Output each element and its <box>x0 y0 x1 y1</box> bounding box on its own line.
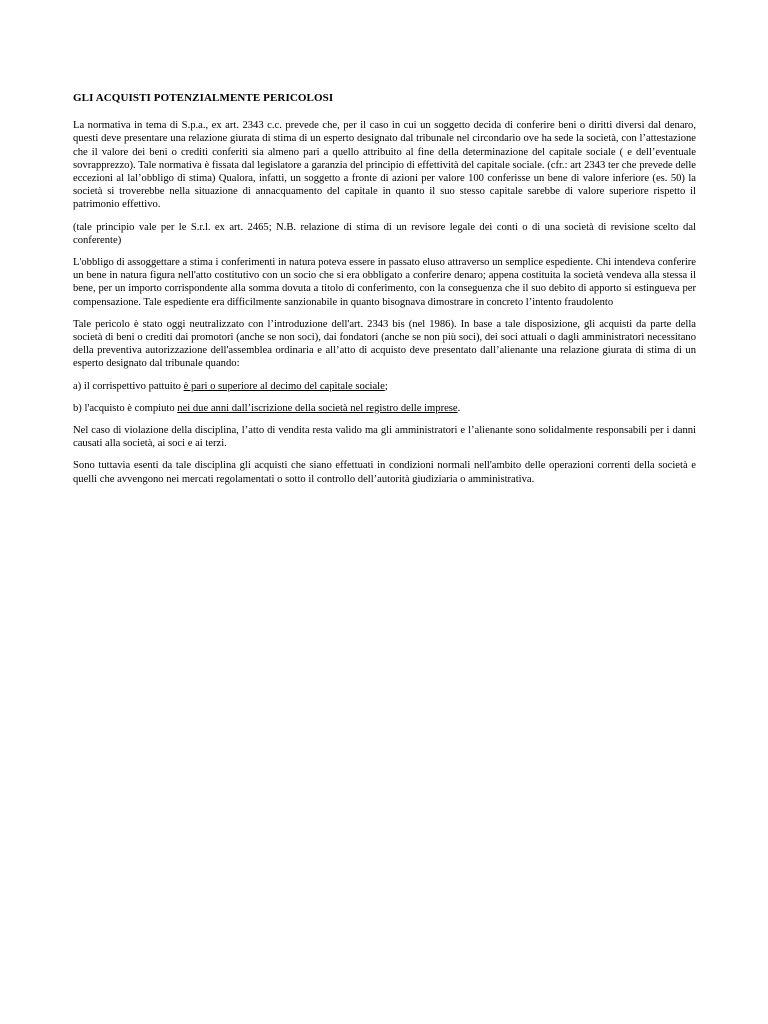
list-item-b <box>73 402 696 415</box>
list-item-a <box>73 380 696 393</box>
paragraph-art-2343-bis: Tale pericolo è stato oggi neutralizzato con l’introduzione dell'art. 2343 bis (nel 1986). In base a tale disposizione, gli acquisti da parte della società di beni o crediti dai promotori (anche se non soci), dai fondatori (anche se non più soci), dei soci attuali o dagli amministratori necessitano della preventiva autorizzazione dell'assemblea ordinaria e all’atto di acquisto deve presentato dall’alienante una relazione giurata di stima di un esperto designato dal tribunale quando: <box>73 318 696 370</box>
list-item-b-underlined: nei due anni dall’iscrizione della società nel registro delle imprese <box>177 402 458 414</box>
list-item-b-prefix: b) l'acquisto è compiuto <box>73 402 178 414</box>
paragraph-normativa: La normativa in tema di S.p.a., ex art. 2343 c.c. prevede che, per il caso in cui un soggetto decida di conferire beni o diritti diversi dal denaro, questi deve presentare una relazione giurata di stima di un esperto designato dal tribunale nel circondario ove ha sede la società, con l’attestazione che il valore dei beni o crediti conferiti sia almeno pari a quello attribuito al fine della determinazione del capitale sociale ( e dell’eventuale sovrapprezzo). Tale normativa è fissata dal legislatore a garanzia del principio di effettività del capitale sociale. (cfr.: art 2343 ter che prevede delle eccezioni al lal’obbligo di stima) Qualora, infatti, un soggetto a fronte di azioni per valore 100 conferisse un bene di valore inferiore (es. 50) la società si troverebbe nella situazione di annacquamento del capitale in quanto il suo stesso capitale sarebbe di valore superiore rispetto il patrimonio effettivo. <box>73 120 696 211</box>
list-item-b-suffix: . <box>457 402 461 414</box>
document-page <box>73 92 696 495</box>
paragraph-violazione: Nel caso di violazione della disciplina, l’atto di vendita resta valido ma gli amministratori e l’alienante sono solidalmente responsabili per i danni causati alla società, ai soci e ai terzi. <box>73 425 696 450</box>
list-item-a-prefix: a) il corrispettivo pattuito <box>73 380 184 392</box>
paragraph-srl-note: (tale principio vale per le S.r.l. ex art. 2465; N.B. relazione di stima di un revisore legale dei conti o di una società di revisione scelto dal conferente) <box>73 221 696 246</box>
list-item-a-suffix: ; <box>384 380 388 392</box>
list-item-a-underlined: è pari o superiore al decimo del capitale sociale <box>183 380 385 392</box>
paragraph-esenzioni: Sono tuttavia esenti da tale disciplina gli acquisti che siano effettuati in condizioni normali nell'ambito delle operazioni correnti della società e quelli che avvengono nei mercati regolamentati o sotto il controllo dell’autorità giudiziaria o amministrativa. <box>73 460 696 485</box>
paragraph-obbligo-stima: L'obbligo di assoggettare a stima i conferimenti in natura poteva essere in passato eluso attraverso un semplice espediente. Chi intendeva conferire un bene in natura figura nell'atto costitutivo con un socio che si era obbligato a conferire denaro; appena costituita la società vendeva alla stessa il bene, per un importo corrispondente alla somma dovuta a titolo di conferimento, con la conseguenza che il suo debito di apporto si estingueva per compensazione. Tale espediente era difficilmente sanzionabile in quanto bisognava dimostrare in concreto l’intento fraudolento <box>73 257 696 308</box>
document-title: GLI ACQUISTI POTENZIALMENTE PERICOLOSI <box>73 92 334 104</box>
